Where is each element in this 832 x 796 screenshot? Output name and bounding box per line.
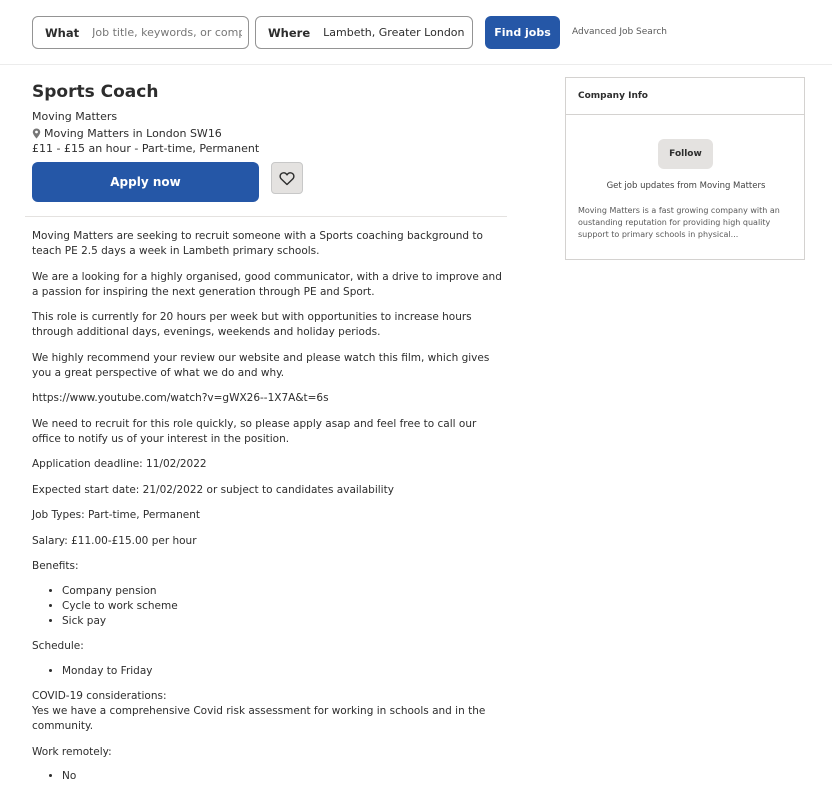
- find-jobs-button[interactable]: Find jobs: [485, 16, 560, 49]
- salary-detail: Salary: £11.00-£15.00 per hour: [32, 534, 197, 547]
- description-paragraph: Moving Matters are seeking to recruit someone with a Sports coaching background to teach PE 2.5 days a week in Lambeth primary schools.: [32, 230, 483, 257]
- job-types: Job Types: Part-time, Permanent: [32, 509, 200, 521]
- description-paragraph: This role is currently for 20 hours per week but with opportunities to increase hours through additional days, evenings, weekends and holiday periods.: [32, 311, 472, 338]
- benefits-heading: Benefits:: [32, 560, 79, 572]
- location-text: Moving Matters in London SW16: [44, 127, 222, 140]
- job-updates-text: Get job updates from Moving Matters: [606, 181, 766, 191]
- remote-list: [62, 769, 502, 784]
- description-paragraph: We need to recruit for this role quickly, so please apply asap and feel free to call our office to notify us of your interest in the position.: [32, 417, 477, 445]
- video-link-text: https://www.youtube.com/watch?v=gWX26--1X7A&t=6s: [32, 392, 329, 404]
- expected-start-date: Expected start date: 21/02/2022 or subject to candidates availability: [32, 483, 394, 496]
- company-about-text: Moving Matters is a fast growing company with an oustanding reputation for providing high quality support to primary schools in physical...: [578, 206, 780, 239]
- apply-now-button[interactable]: Apply now: [32, 162, 259, 202]
- save-job-button[interactable]: [271, 162, 303, 194]
- job-location: [32, 127, 222, 140]
- list-item: • Cycle to work scheme: [62, 599, 502, 614]
- what-field[interactable]: [32, 16, 249, 49]
- list-item: • Monday to Friday: [62, 664, 502, 679]
- covid-section: [32, 689, 502, 734]
- advanced-job-search-link[interactable]: Advanced Job Search: [572, 27, 667, 37]
- schedule-list: [62, 664, 502, 679]
- description-paragraph: We highly recommend your review our website and please watch this film, which gives you a great perspective of what we do and why.: [32, 351, 490, 379]
- list-item: • Sick pay: [62, 614, 502, 629]
- header-divider: [25, 216, 507, 217]
- where-input[interactable]: [323, 26, 468, 39]
- description-paragraph: We are a looking for a highly organised, good communicator, with a drive to improve and a passion for inspiring the next generation through PE and Sport.: [32, 270, 502, 298]
- location-pin-icon: [32, 128, 41, 139]
- benefits-list: [62, 584, 502, 629]
- company-name: Moving Matters: [32, 110, 118, 123]
- schedule-heading: Schedule:: [32, 640, 84, 652]
- salary-type-line: £11 - £15 an hour - Part-time, Permanent: [32, 142, 260, 155]
- heart-icon: [279, 171, 295, 186]
- covid-heading: COVID-19 considerations:: [32, 690, 167, 702]
- covid-text: Yes we have a comprehensive Covid risk assessment for working in schools and in the community.: [32, 705, 486, 732]
- application-deadline: Application deadline: 11/02/2022: [32, 458, 207, 470]
- company-info-heading: Company Info: [566, 78, 804, 115]
- company-info-panel: [565, 77, 805, 260]
- job-description: [32, 229, 502, 795]
- job-title: Sports Coach: [32, 82, 159, 102]
- search-bar: [0, 0, 832, 65]
- what-input[interactable]: [92, 26, 242, 39]
- where-label: Where: [268, 25, 311, 40]
- list-item: • No: [62, 769, 502, 784]
- what-label: What: [45, 25, 80, 40]
- remote-heading: Work remotely:: [32, 745, 112, 758]
- list-item: • Company pension: [62, 584, 502, 599]
- where-field[interactable]: [255, 16, 473, 49]
- follow-button[interactable]: Follow: [658, 139, 713, 169]
